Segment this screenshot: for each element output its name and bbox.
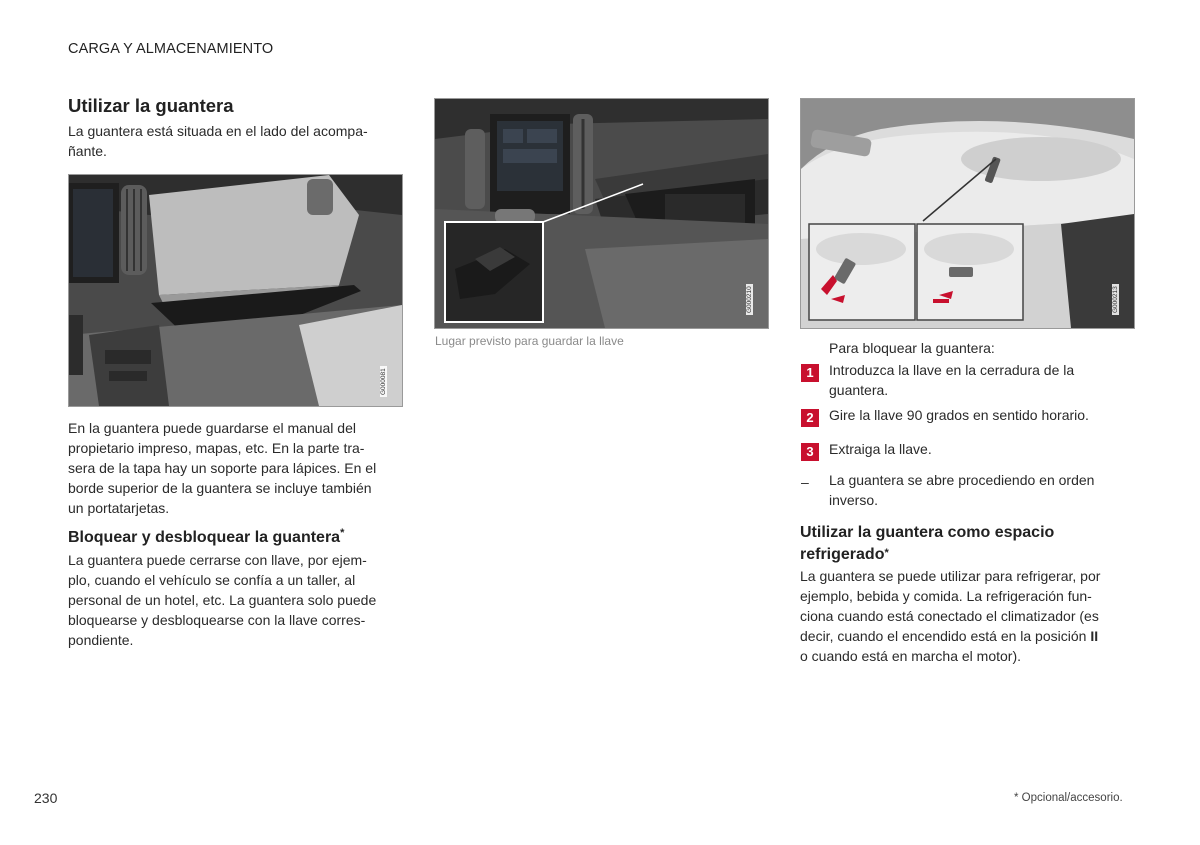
figure-code: G000210 [746,286,753,313]
text-line: personal de un hotel, etc. La guantera solo puede [68,592,377,608]
note-text [829,470,1129,510]
step-1-number: 1 [806,365,814,380]
figure-code: G000081 [380,368,387,395]
heading-line: Utilizar la guantera como espacio [800,524,1055,541]
lock-paragraph [68,550,408,650]
text-line: La guantera puede cerrarse con llave, por ejem- [68,552,367,568]
step-1-text [829,360,1129,400]
note-dash: – [801,474,809,490]
text-line: La guantera está situada en el lado del acompa- [68,123,368,139]
step-2-text [829,405,1129,425]
figure-code: G000213 [1112,286,1119,313]
figure-caption: Lugar previsto para guardar la llave [435,334,624,348]
text-line: En la guantera puede guardarse el manual del [68,420,356,436]
text-line: ñante. [68,143,107,159]
heading-text: refrigerado [800,546,885,563]
intro-paragraph [68,121,408,161]
text-line: La guantera se puede utilizar para refrigerar, por [800,568,1101,584]
footnote: * Opcional/accesorio. [1014,792,1123,804]
key-storage-figure [434,98,769,329]
text-line: pondiente. [68,632,134,648]
optional-asterisk: * [884,547,889,559]
step-3-number: 3 [806,444,814,459]
cooling-section-heading [800,522,1054,566]
text-line: guantera. [829,382,889,398]
lock-key-illustration [801,99,1134,328]
text-line: plo, cuando el vehículo se confía a un taller, al [68,572,356,588]
text-line: sera de la tapa hay un soporte para lápices. En el [68,460,377,476]
text-line: bloquearse y desbloquearse con la llave corres- [68,612,366,628]
page-number: 230 [34,790,58,806]
step-2-number: 2 [806,410,814,425]
text-line: ciona cuando está conectado el climatizador (es [800,608,1099,624]
text-line: o cuando está en marcha el motor). [800,648,1022,664]
heading-line-2 [800,544,1054,566]
text-line: borde superior de la guantera se incluye también [68,480,372,496]
text-line: Extraiga la llave. [829,441,932,457]
page-title: Utilizar la guantera [68,95,234,116]
lock-section-heading [68,529,344,547]
heading-text: Bloquear y desbloquear la guantera [68,529,341,546]
text-line: ejemplo, bebida y comida. La refrigeración fun- [800,588,1092,604]
cooling-paragraph [800,566,1140,666]
glovebox-open-figure [68,174,403,407]
text-line: inverso. [829,492,879,508]
section-header: CARGA Y ALMACENAMIENTO [68,41,274,57]
text-line: Gire la llave 90 grados en sentido horario. [829,407,1089,423]
glovebox-illustration [69,175,402,406]
ignition-position: II [1090,628,1099,644]
storage-paragraph [68,418,408,518]
text-line: un portatarjetas. [68,500,170,516]
optional-asterisk: * [340,527,345,539]
step-3-text [829,439,1129,459]
text-line: Introduzca la llave en la cerradura de la [829,362,1075,378]
lock-key-figure [800,98,1135,329]
steps-intro: Para bloquear la guantera: [829,340,995,356]
text-segment: decir, cuando el encendido está en la posición [800,628,1091,644]
key-storage-illustration [435,99,768,328]
text-line: propietario impreso, mapas, etc. En la parte tra- [68,440,365,456]
text-line: La guantera se abre procediendo en orden [829,472,1095,488]
text-line [800,626,1140,646]
